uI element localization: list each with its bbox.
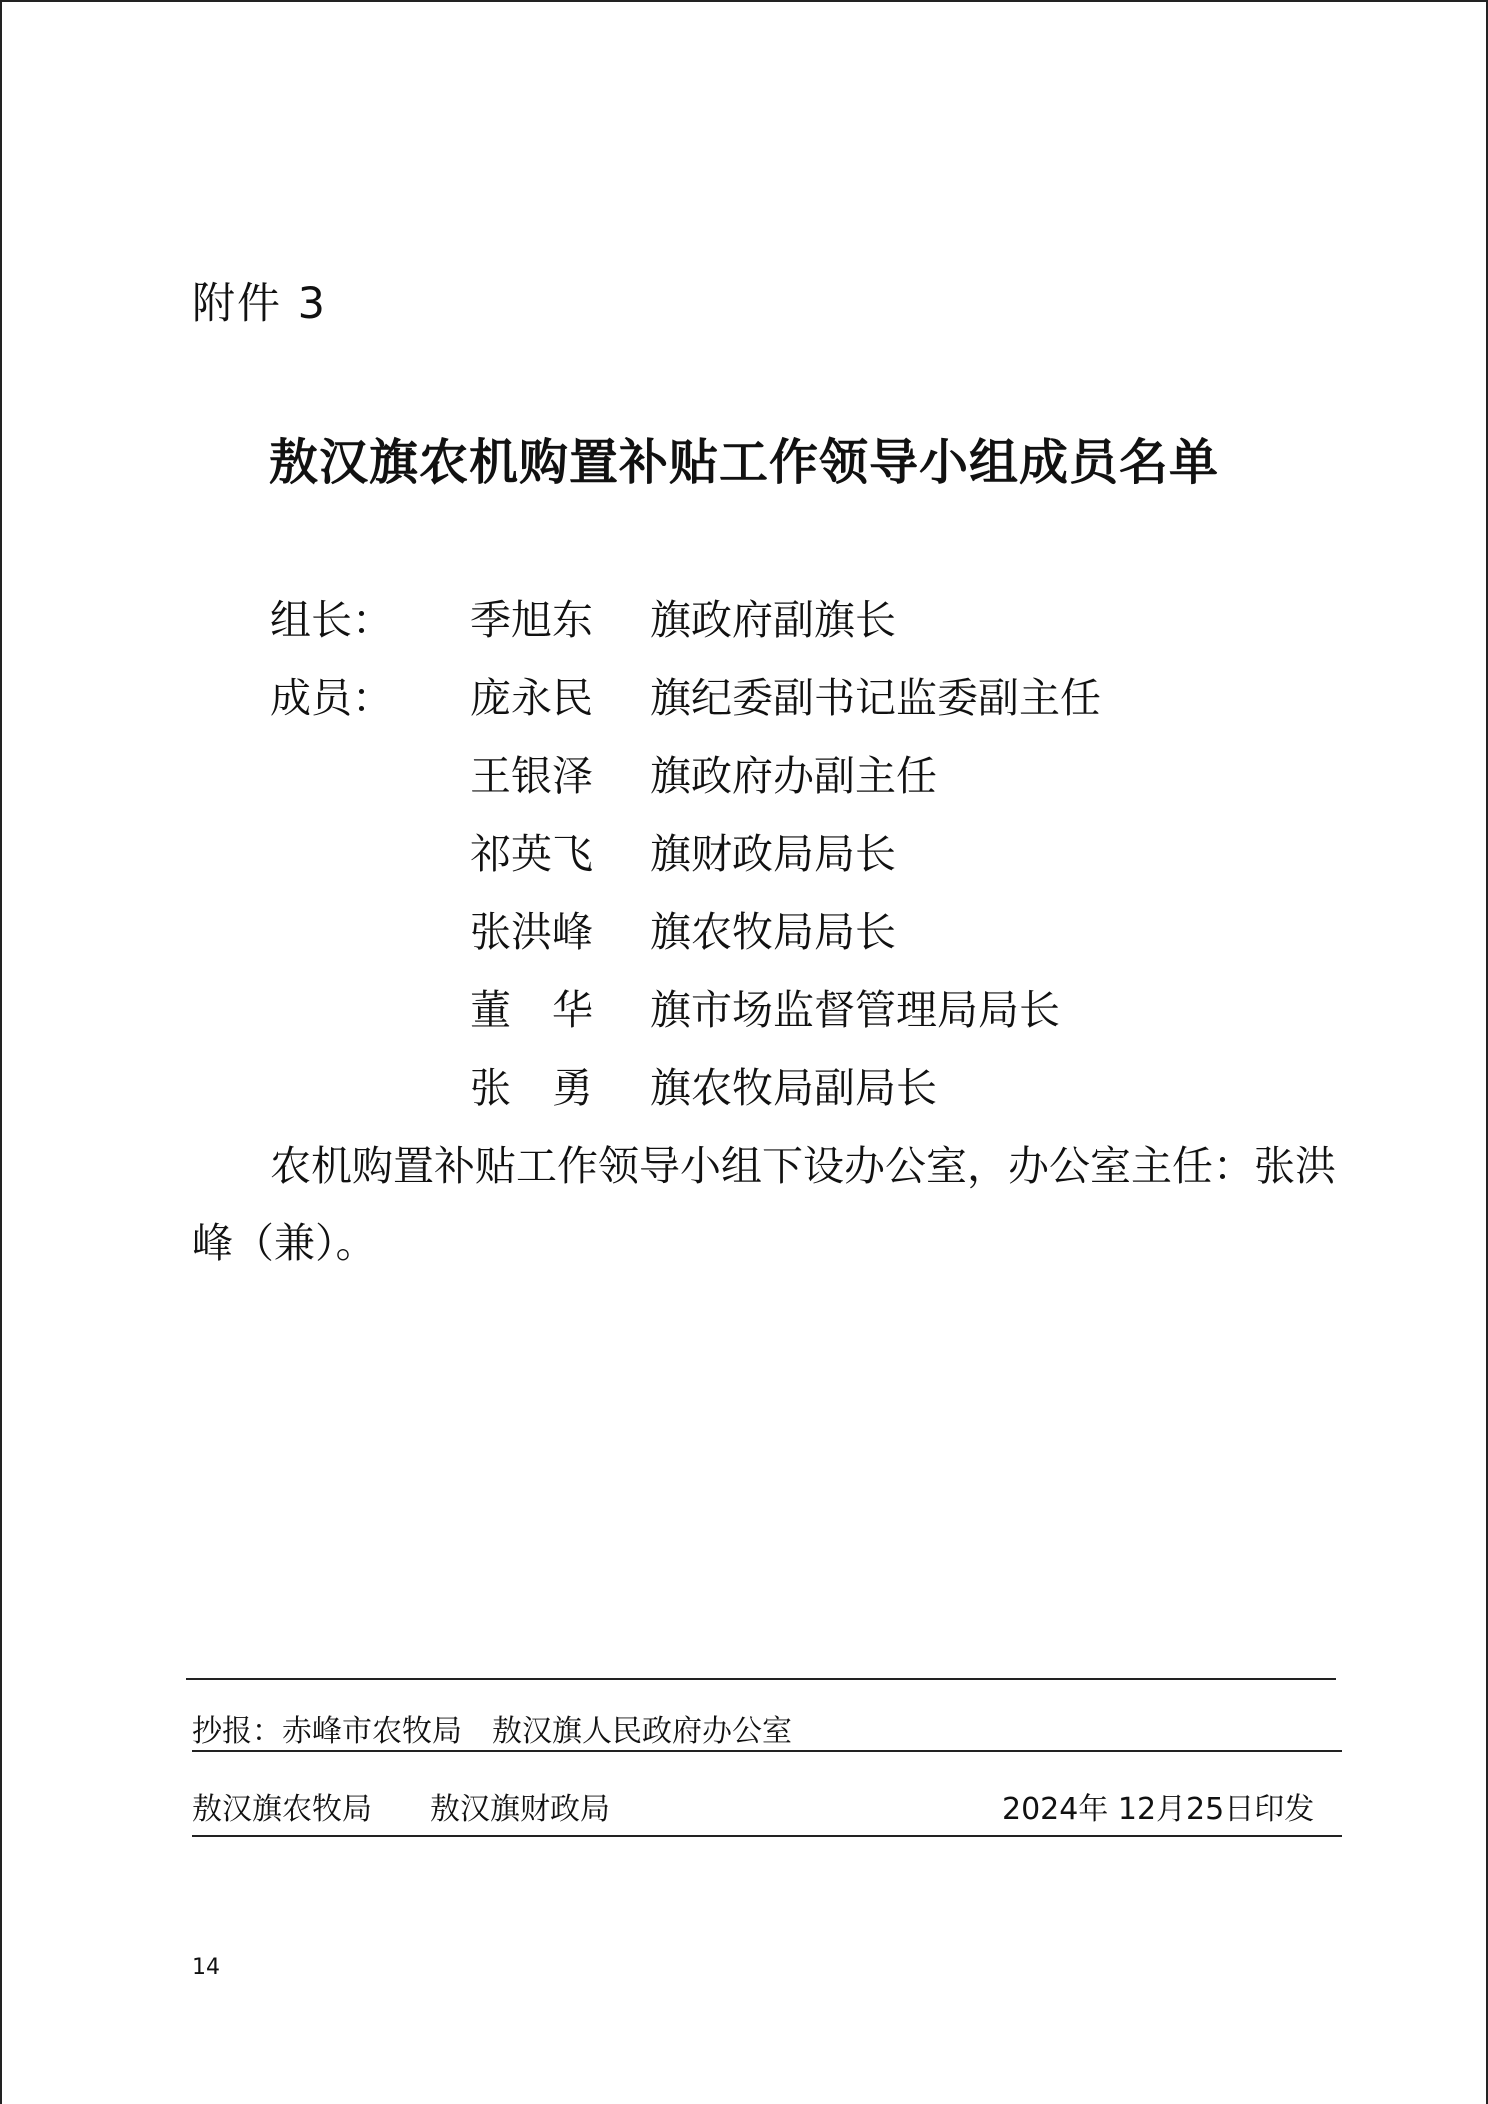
- member-name: 祁英飞: [470, 830, 593, 878]
- issuer-1: 敖汉旗农牧局: [192, 1792, 372, 1827]
- members-role: 成员：: [270, 674, 393, 722]
- attachment-label: 附件 3: [192, 279, 328, 329]
- member-post: 旗政府办副主任: [650, 752, 937, 800]
- member-post: 旗农牧局副局长: [650, 1064, 937, 1112]
- leader-name: 季旭东: [470, 596, 593, 644]
- member-name: 庞永民: [470, 674, 593, 722]
- member-name: 张洪峰: [470, 908, 593, 956]
- rule-top: [186, 1678, 1336, 1680]
- leader-role: 组长：: [270, 596, 393, 644]
- cc-recipients: 抄报：赤峰市农牧局 敖汉旗人民政府办公室: [192, 1714, 792, 1749]
- member-post: 旗农牧局局长: [650, 908, 896, 956]
- issuer-2: 敖汉旗财政局: [430, 1792, 610, 1827]
- page-border-left: [0, 0, 2, 2104]
- member-post: 旗财政局局长: [650, 830, 896, 878]
- office-note-line1: 农机购置补贴工作领导小组下设办公室，办公室主任：张洪: [270, 1142, 1336, 1190]
- page-border-top: [0, 0, 1488, 2]
- member-name: 张 勇: [470, 1064, 593, 1112]
- member-name: 王银泽: [470, 752, 593, 800]
- office-note-line2: 峰（兼）。: [192, 1219, 377, 1267]
- rule-bottom: [192, 1835, 1342, 1837]
- member-post: 旗市场监督管理局局长: [650, 986, 1060, 1034]
- page-number: 14: [192, 1955, 220, 1980]
- member-post: 旗纪委副书记监委副主任: [650, 674, 1101, 722]
- document-title: 敖汉旗农机购置补贴工作领导小组成员名单: [268, 434, 1219, 491]
- leader-post: 旗政府副旗长: [650, 596, 896, 644]
- member-name: 董 华: [470, 986, 593, 1034]
- rule-middle: [192, 1750, 1342, 1752]
- issue-date: 2024年 12月25日印发: [1002, 1792, 1315, 1827]
